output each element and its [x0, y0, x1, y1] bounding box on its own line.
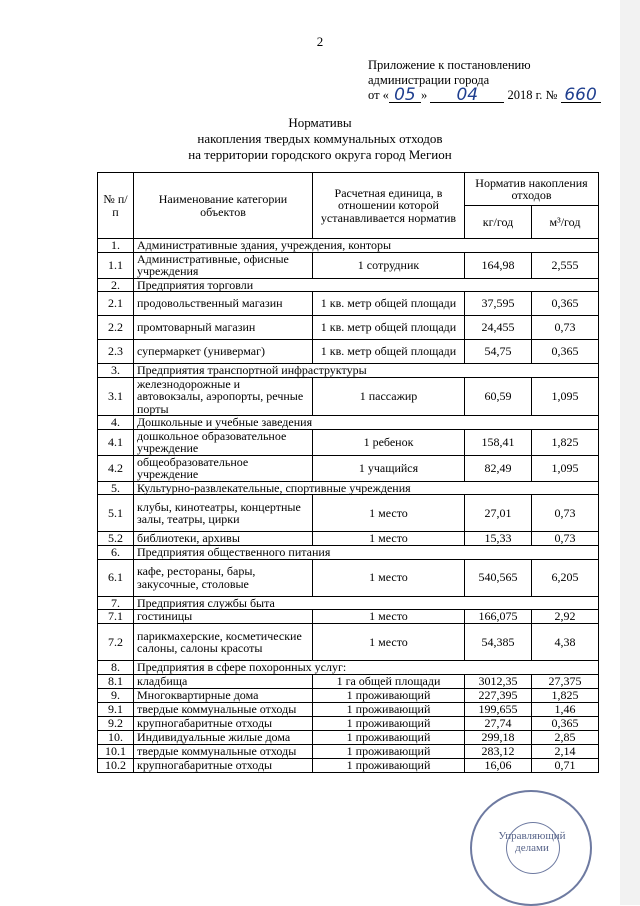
row-number: 9.	[98, 688, 134, 702]
row-number: 9.2	[98, 716, 134, 730]
calc-unit: 1 место	[313, 532, 465, 546]
calc-unit: 1 учащийся	[313, 455, 465, 481]
category-name: парикмахерские, косметические салоны, салоны красоты	[134, 624, 313, 661]
calc-unit: 1 кв. метр общей площади	[313, 316, 465, 340]
header-norm: Норматив накопления отходов	[465, 173, 599, 206]
header-m3: м³/год	[532, 206, 599, 239]
norm-kg: 166,075	[465, 610, 532, 624]
section-row	[98, 546, 599, 560]
norm-m3: 1,825	[532, 688, 599, 702]
row-number: 4.1	[98, 429, 134, 455]
row-number: 6.1	[98, 559, 134, 596]
calc-unit: 1 кв. метр общей площади	[313, 292, 465, 316]
calc-unit: 1 сотрудник	[313, 252, 465, 278]
title-line-1: Нормативы	[288, 115, 352, 130]
category-name: кафе, рестораны, бары, закусочные, столовые	[134, 559, 313, 596]
category-name: продовольственный магазин	[134, 292, 313, 316]
table-row	[98, 292, 599, 316]
section-title: Предприятия общественного питания	[134, 546, 599, 560]
norm-m3: 1,095	[532, 455, 599, 481]
row-number: 2.2	[98, 316, 134, 340]
table-row	[98, 340, 599, 364]
norm-kg: 227,395	[465, 688, 532, 702]
table-row	[98, 674, 599, 688]
section-row	[98, 416, 599, 430]
category-name: железнодорожные и автовокзалы, аэропорты, речные порты	[134, 377, 313, 416]
norm-kg: 199,655	[465, 702, 532, 716]
section-title: Предприятия торговли	[134, 278, 599, 292]
row-number: 5.	[98, 481, 134, 495]
norm-m3: 0,73	[532, 495, 599, 532]
table-row	[98, 429, 599, 455]
category-name: крупногабаритные отходы	[134, 758, 313, 772]
norm-m3: 2,92	[532, 610, 599, 624]
table-row	[98, 316, 599, 340]
row-number: 10.2	[98, 758, 134, 772]
title-line-2: накопления твердых коммунальных отходов	[197, 131, 443, 146]
header-num: № п/п	[98, 173, 134, 239]
category-name: библиотеки, архивы	[134, 532, 313, 546]
row-number: 1.1	[98, 252, 134, 278]
norm-kg: 27,01	[465, 495, 532, 532]
table-row	[98, 688, 599, 702]
table-row	[98, 495, 599, 532]
norm-kg: 60,59	[465, 377, 532, 416]
table-row	[98, 252, 599, 278]
section-row	[98, 481, 599, 495]
norm-kg: 82,49	[465, 455, 532, 481]
category-name: Многоквартирные дома	[134, 688, 313, 702]
section-title: Административные здания, учреждения, конторы	[134, 239, 599, 253]
table-row	[98, 455, 599, 481]
calc-unit: 1 пассажир	[313, 377, 465, 416]
norm-m3: 0,365	[532, 292, 599, 316]
section-row	[98, 364, 599, 378]
table-row	[98, 377, 599, 416]
table-row	[98, 730, 599, 744]
row-number: 2.	[98, 278, 134, 292]
calc-unit: 1 проживающий	[313, 730, 465, 744]
section-row	[98, 278, 599, 292]
norms-table	[97, 172, 599, 773]
norm-m3: 2,555	[532, 252, 599, 278]
title-line-3: на территории городского округа город Мегион	[188, 147, 452, 162]
calc-unit: 1 проживающий	[313, 716, 465, 730]
row-number: 10.1	[98, 744, 134, 758]
category-name: промтоварный магазин	[134, 316, 313, 340]
norm-m3: 1,46	[532, 702, 599, 716]
norm-m3: 2,14	[532, 744, 599, 758]
calc-unit: 1 га общей площади	[313, 674, 465, 688]
calc-unit: 1 проживающий	[313, 688, 465, 702]
norm-kg: 15,33	[465, 532, 532, 546]
handwritten-month: 04	[430, 88, 504, 103]
norm-kg: 37,595	[465, 292, 532, 316]
norm-m3: 4,38	[532, 624, 599, 661]
section-title: Дошкольные и учебные заведения	[134, 416, 599, 430]
row-number: 10.	[98, 730, 134, 744]
norm-m3: 0,71	[532, 758, 599, 772]
norm-kg: 24,455	[465, 316, 532, 340]
appendix-header	[368, 58, 601, 103]
norm-m3: 0,73	[532, 316, 599, 340]
section-row	[98, 239, 599, 253]
category-name: клубы, кинотеатры, концертные залы, театры, цирки	[134, 495, 313, 532]
date-quote-close: »	[420, 88, 428, 102]
section-title: Предприятия в сфере похоронных услуг:	[134, 661, 599, 675]
calc-unit: 1 кв. метр общей площади	[313, 340, 465, 364]
table-row	[98, 716, 599, 730]
row-number: 5.2	[98, 532, 134, 546]
section-title: Культурно-развлекательные, спортивные учреждения	[134, 481, 599, 495]
norm-m3: 0,73	[532, 532, 599, 546]
official-stamp	[470, 790, 592, 906]
year-number-label: 2018 г. №	[507, 88, 558, 102]
calc-unit: 1 место	[313, 495, 465, 532]
row-number: 7.1	[98, 610, 134, 624]
norm-m3: 1,825	[532, 429, 599, 455]
section-title: Предприятия транспортной инфраструктуры	[134, 364, 599, 378]
row-number: 7.2	[98, 624, 134, 661]
row-number: 3.	[98, 364, 134, 378]
table-row	[98, 702, 599, 716]
header-unit: Расчетная единица, в отношении которой устанавливается норматив	[313, 173, 465, 239]
norm-kg: 16,06	[465, 758, 532, 772]
category-name: крупногабаритные отходы	[134, 716, 313, 730]
norm-kg: 27,74	[465, 716, 532, 730]
category-name: Индивидуальные жилые дома	[134, 730, 313, 744]
table-row	[98, 610, 599, 624]
norm-m3: 6,205	[532, 559, 599, 596]
norm-kg: 54,75	[465, 340, 532, 364]
row-number: 3.1	[98, 377, 134, 416]
norm-m3: 0,365	[532, 340, 599, 364]
row-number: 9.1	[98, 702, 134, 716]
calc-unit: 1 ребенок	[313, 429, 465, 455]
norm-kg: 158,41	[465, 429, 532, 455]
row-number: 8.	[98, 661, 134, 675]
table-row	[98, 758, 599, 772]
stamp-text: Управляющий делами	[498, 830, 566, 854]
category-name: твердые коммунальные отходы	[134, 744, 313, 758]
row-number: 5.1	[98, 495, 134, 532]
norm-kg: 283,12	[465, 744, 532, 758]
category-name: твердые коммунальные отходы	[134, 702, 313, 716]
row-number: 4.	[98, 416, 134, 430]
section-title: Предприятия службы быта	[134, 596, 599, 610]
table-row	[98, 744, 599, 758]
row-number: 2.1	[98, 292, 134, 316]
appendix-date-line	[368, 85, 601, 105]
norm-kg: 164,98	[465, 252, 532, 278]
category-name: кладбища	[134, 674, 313, 688]
calc-unit: 1 место	[313, 610, 465, 624]
norm-kg: 299,18	[465, 730, 532, 744]
date-from-label: от «	[368, 88, 389, 102]
calc-unit: 1 проживающий	[313, 758, 465, 772]
appendix-line-2: администрации города	[368, 73, 490, 87]
header-kg: кг/год	[465, 206, 532, 239]
norm-kg: 54,385	[465, 624, 532, 661]
header-name: Наименование категории объектов	[134, 173, 313, 239]
calc-unit: 1 проживающий	[313, 744, 465, 758]
norm-kg: 3012,35	[465, 674, 532, 688]
row-number: 2.3	[98, 340, 134, 364]
row-number: 7.	[98, 596, 134, 610]
section-row	[98, 596, 599, 610]
handwritten-day: 05	[389, 88, 421, 103]
calc-unit: 1 проживающий	[313, 702, 465, 716]
handwritten-number: 660	[561, 88, 601, 103]
row-number: 1.	[98, 239, 134, 253]
table-row	[98, 532, 599, 546]
section-row	[98, 661, 599, 675]
category-name: Административные, офисные учреждения	[134, 252, 313, 278]
norm-m3: 2,85	[532, 730, 599, 744]
appendix-line-1: Приложение к постановлению	[368, 58, 531, 72]
table-row	[98, 624, 599, 661]
row-number: 4.2	[98, 455, 134, 481]
document-title	[0, 115, 640, 163]
table-row	[98, 559, 599, 596]
norm-m3: 27,375	[532, 674, 599, 688]
category-name: дошкольное образовательное учреждение	[134, 429, 313, 455]
category-name: гостиницы	[134, 610, 313, 624]
calc-unit: 1 место	[313, 559, 465, 596]
norm-m3: 1,095	[532, 377, 599, 416]
calc-unit: 1 место	[313, 624, 465, 661]
norm-m3: 0,365	[532, 716, 599, 730]
row-number: 6.	[98, 546, 134, 560]
category-name: супермаркет (универмаг)	[134, 340, 313, 364]
row-number: 8.1	[98, 674, 134, 688]
norm-kg: 540,565	[465, 559, 532, 596]
page-number: 2	[316, 34, 324, 49]
category-name: общеобразовательное учреждение	[134, 455, 313, 481]
